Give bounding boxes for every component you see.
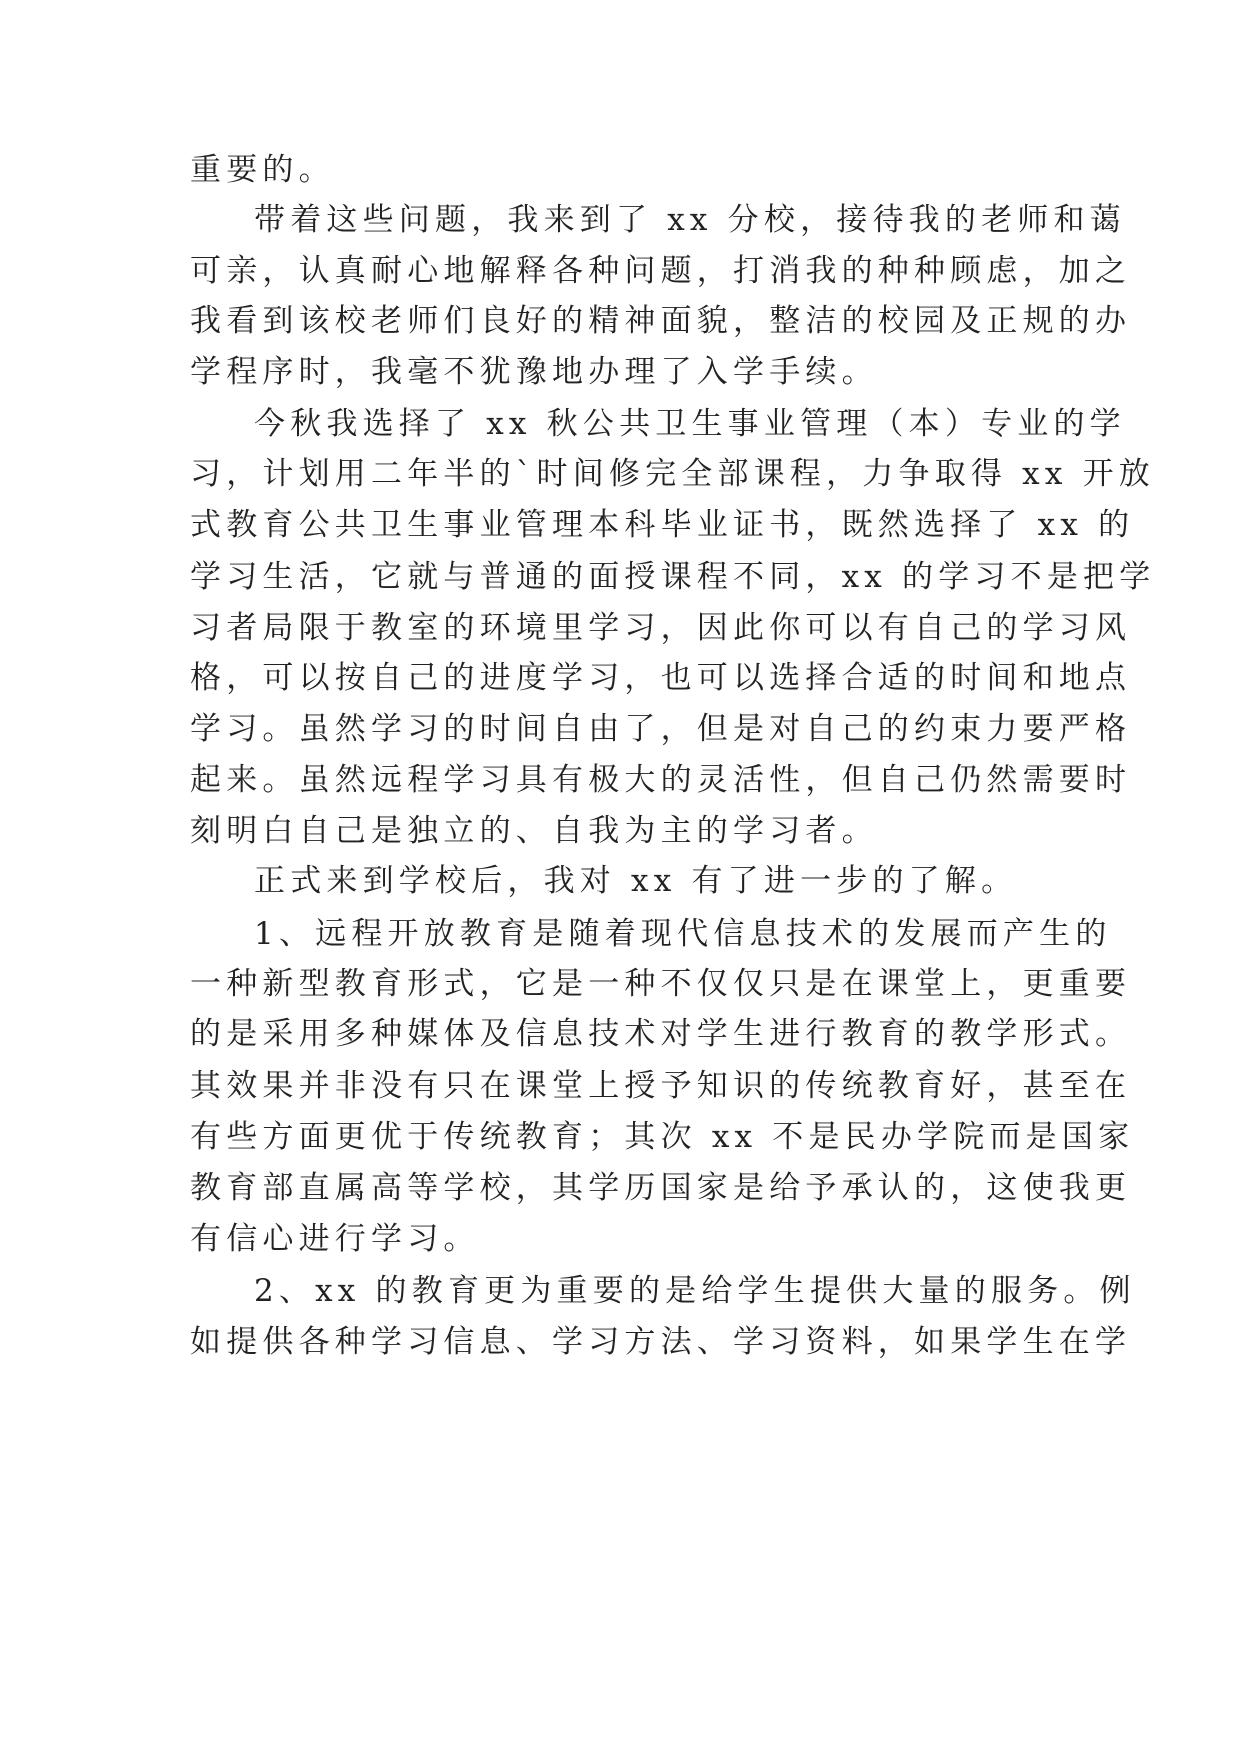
- text-line: 重要的。: [190, 152, 335, 188]
- text-line: 式教育公共卫生事业管理本科毕业证书，既然选择了 xx 的: [190, 507, 1135, 543]
- text-line: 一种新型教育形式，它是一种不仅仅只是在课堂上，更重要: [190, 966, 1132, 1002]
- text-line: 学习生活，它就与普通的面授课程不同，xx 的学习不是把学: [190, 559, 1156, 595]
- text-line: 有些方面更优于传统教育；其次 xx 不是民办学院而是国家: [190, 1119, 1135, 1155]
- text-line: 如提供各种学习信息、学习方法、学习资料，如果学生在学: [190, 1324, 1132, 1360]
- paragraph-start-line: 今秋我选择了 xx 秋公共卫生事业管理（本）专业的学: [254, 406, 1126, 442]
- text-line: 学程序时，我毫不犹豫地办理了入学手续。: [190, 354, 878, 390]
- text-line: 可亲，认真耐心地解释各种问题，打消我的种种顾虑，加之: [190, 253, 1132, 289]
- text-line: 教育部直属高等学校，其学历国家是给予承认的，这使我更: [190, 1170, 1132, 1206]
- text-line: 格，可以按自己的进度学习，也可以选择合适的时间和地点: [190, 660, 1132, 696]
- text-line: 我看到该校老师们良好的精神面貌，整洁的校园及正规的办: [190, 303, 1132, 339]
- text-line: 习，计划用二年半的`时间修完全部课程，力争取得 xx 开放: [190, 456, 1155, 492]
- text-line: 有信心进行学习。: [190, 1221, 480, 1257]
- text-line: 学习。虽然学习的时间自由了，但是对自己的约束力要严格: [190, 711, 1132, 747]
- paragraph-start-line: 1、远程开放教育是随着现代信息技术的发展而产生的: [254, 916, 1112, 952]
- paragraph-start-line: 带着这些问题，我来到了 xx 分校，接待我的老师和蔼: [254, 202, 1126, 238]
- paragraph-start-line: 2、xx 的教育更为重要的是给学生提供大量的服务。例: [254, 1273, 1136, 1309]
- text-line: 习者局限于教室的环境里学习，因此你可以有自己的学习风: [190, 610, 1132, 646]
- paragraph-start-line: 正式来到学校后，我对 xx 有了进一步的了解。: [254, 863, 1018, 899]
- text-line: 其效果并非没有只在课堂上授予知识的传统教育好，甚至在: [190, 1068, 1132, 1104]
- text-line: 的是采用多种媒体及信息技术对学生进行教育的教学形式。: [190, 1016, 1132, 1052]
- text-line: 起来。虽然远程学习具有极大的灵活性，但自己仍然需要时: [190, 762, 1132, 798]
- text-line: 刻明白自己是独立的、自我为主的学习者。: [190, 813, 878, 849]
